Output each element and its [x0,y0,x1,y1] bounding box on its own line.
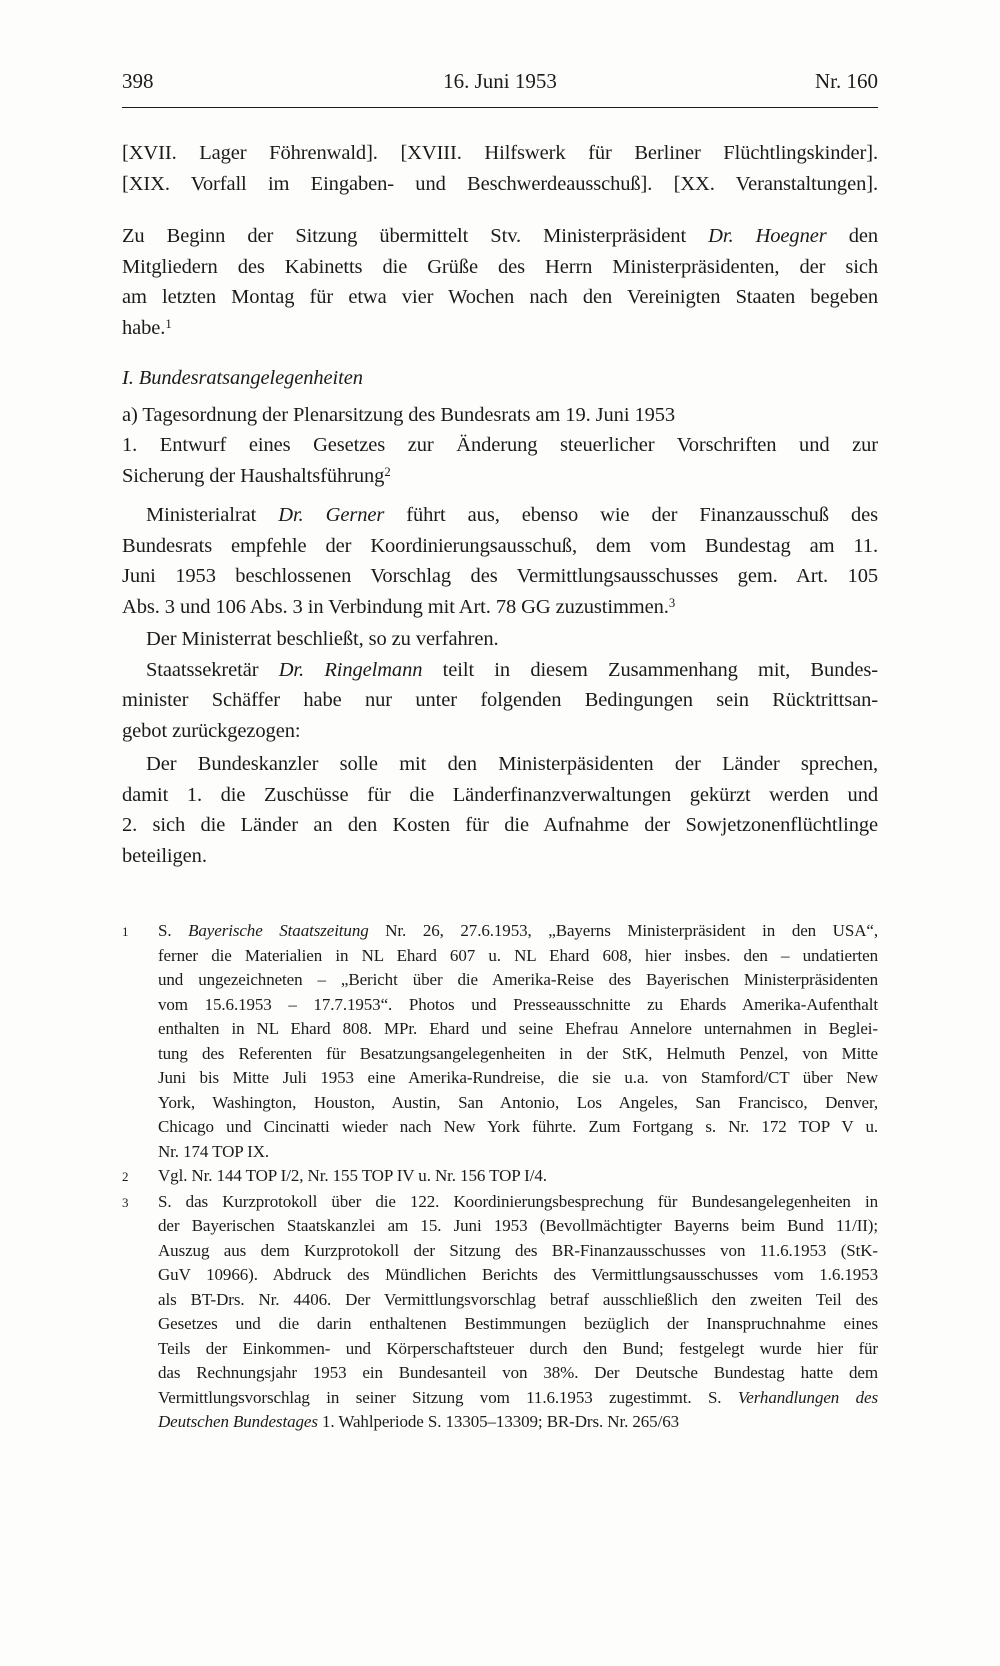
header-issue-number: Nr. 160 [815,69,878,93]
paragraph-gerner [122,500,878,624]
italic-text: I. Bundesratsangelegenheiten [122,367,363,389]
text-line: Mitgliedern des Kabinetts die Grüße des Herrn Ministerpräsidenten, der sich [122,255,878,278]
header-date: 16. Juni 1953 [443,69,557,93]
page-number: 398 [122,69,154,93]
footnote [122,1164,878,1190]
text-line: Vermittlungsvorschlag in seiner Sitzung vom 11.6.1953 zugestimmt. S. Verhandlungen des [158,1387,878,1407]
opening-paragraph [122,221,878,345]
italic-text: Deutschen Bundestages [158,1412,318,1431]
text-line: minister Schäffer habe nur unter folgenden Bedingungen sein Rücktrittsan- [122,689,878,711]
header-rule [122,107,878,108]
text-line: Juni bis Mitte Juli 1953 eine Amerika-Rundreise, die sie u.a. von Stamford/CT über New [158,1068,878,1087]
italic-text: Dr. Gerner [278,504,385,526]
paragraph-ringelmann [122,655,878,747]
italic-text: Verhandlungen des [737,1387,878,1407]
agenda-items-summary [122,138,878,199]
text-line: Chicago und Cincinatti wieder nach New York führte. Zum Fortgang s. Nr. 172 TOP V u. [158,1117,878,1136]
footnote-text [158,1190,878,1435]
text-line: Ministerialrat Dr. Gerner führt aus, ebenso wie der Finanzausschuß des [146,504,879,526]
footnote-marker: 2 [122,1169,129,1184]
text-line: a) Tagesordnung der Plenarsitzung des Bundesrats am 19. Juni 1953 [122,403,676,426]
footnotes [122,919,878,1435]
footnote-reference: 3 [668,595,676,610]
text-line: gebot zurückgezogen: [122,719,301,742]
text-line: das Rechnungsjahr 1953 ein Bundesanteil von 38%. Der Deutsche Bundestag hatte dem [158,1363,878,1382]
text-line: Auszug aus dem Kurzprotokoll der Sitzung des BR-Finanzausschusses von 11.6.1953 (StK- [158,1240,878,1260]
main-text [122,138,878,871]
agenda-point-1 [122,430,878,493]
text-line: Zu Beginn der Sitzung übermittelt Stv. Ministerpräsident Dr. Hoegner den [122,225,879,247]
text-line: vom 15.6.1953 – 17.7.1953“. Photos und Presseausschnitte zu Ehards Amerika-Aufenthalt [158,994,878,1014]
text-line: Nr. 174 TOP IX. [158,1141,270,1161]
text-line: 1. Entwurf eines Gesetzes zur Änderung steuerlicher Vorschriften und zur [122,434,878,456]
text-line: tung des Referenten für Besatzungsangelegenheiten in der StK, Helmuth Penzel, von Mitte [158,1043,878,1063]
text-line: und ungezeichneten – „Bericht über die Amerika-Reise des Bayerischen Ministerpräsidenten [158,970,878,989]
italic-text: Bayerische Staatszeitung [188,921,369,940]
text-line: Gesetzes und die darin enthaltenen Bestimmungen bezüglich der Inanspruchnahme eines [158,1314,878,1333]
text-line: Abs. 3 und 106 Abs. 3 in Verbindung mit Art. 78 GG zuzustimmen.$^3$ [122,595,676,618]
text-line: enthalten in NL Ehard 808. MPr. Ehard und seine Ehefrau Annelore unternahmen in Beglei- [158,1019,878,1038]
footnote-reference: 2 [384,464,391,479]
text-line: Staatssekretär Dr. Ringelmann teilt in diesem Zusammenhang mit, Bundes- [146,658,879,681]
text-line: Deutschen Bundestages 1. Wahlperiode S. 13305–13309; BR-Drs. Nr. 265/63 [158,1412,680,1431]
text-line: habe.$^1$ [122,316,172,339]
footnote [122,1190,878,1435]
text-line: GuV 10966). Abdruck des Mündlichen Berichts des Vermittlungsausschusses vom 1.6.1953 [158,1265,878,1284]
text-line: Juni 1953 beschlossenen Vorschlag des Vermittlungsausschusses gem. Art. 105 [122,565,878,587]
footnote-reference: 1 [165,316,172,331]
text-line: S. Bayerische Staatszeitung Nr. 26, 27.6.1953, „Bayerns Ministerpräsident in den USA“, [158,921,878,940]
footnote-text [158,1164,878,1189]
text-line: am letzten Montag für etwa vier Wochen nach den Vereinigten Staaten begeben [122,286,878,308]
text-line: [XVII. Lager Föhrenwald]. [XVIII. Hilfswerk für Berliner Flüchtlingskinder]. [122,142,878,164]
text-line: [XIX. Vorfall im Eingaben- und Beschwerdeausschuß]. [XX. Veranstaltungen]. [122,172,878,195]
footnote [122,919,878,1164]
footnote-marker: 1 [122,924,129,939]
text-line: Sicherung der Haushaltsführung$^2$ [122,464,391,487]
text-line: S. das Kurzprotokoll über die 122. Koordinierungsbesprechung für Bundesangelegenheiten in [158,1191,878,1211]
page-header [122,68,878,94]
text-line: Der Ministerrat beschließt, so zu verfahren. [146,628,499,650]
footnote-marker: 3 [122,1194,129,1210]
footnote-text [158,919,878,1164]
text-line: der Bayerischen Staatskanzlei am 15. Juni 1953 (Bevollmächtigter Bayerns beim Bund 11/II); [158,1216,878,1235]
text-line: als BT-Drs. Nr. 4406. Der Vermittlungsvorschlag betraf ausschließlich den zweiten Teil des [158,1289,878,1309]
paragraph-bundeskanzler [122,749,878,871]
paragraph-resolution [122,624,878,655]
text-line [122,363,878,394]
italic-text: Dr. Ringelmann [278,658,423,681]
text-line: ferner die Materialien in NL Ehard 607 u. NL Ehard 608, hier insbes. den – undatierten [158,945,878,965]
text-line: beteiligen. [122,844,207,867]
text-line: Vgl. Nr. 144 TOP I/2, Nr. 155 TOP IV u. Nr. 156 TOP I/4. [158,1166,547,1185]
text-line: Teils der Einkommen- und Körperschaftsteuer durch den Bund; festgelegt wurde hier für [158,1338,878,1358]
text-line: Der Bundeskanzler solle mit den Ministerpäsidenten der Länder sprechen, [146,753,878,775]
text-line: 2. sich die Länder an den Kosten für die Aufnahme der Sowjetzonenflüchtlinge [122,814,878,836]
text-line: Bundesrats empfehle der Koordinierungsausschuß, dem vom Bundestag am 11. [122,534,878,557]
section-heading [122,363,878,394]
agenda-point-a [122,400,878,431]
text-line: York, Washington, Houston, Austin, San Antonio, Los Angeles, San Francisco, Denver, [158,1092,878,1112]
text-line: damit 1. die Zuschüsse für die Länderfinanzverwaltungen gekürzt werden und [122,783,878,806]
italic-text: Dr. Hoegner [708,225,827,247]
